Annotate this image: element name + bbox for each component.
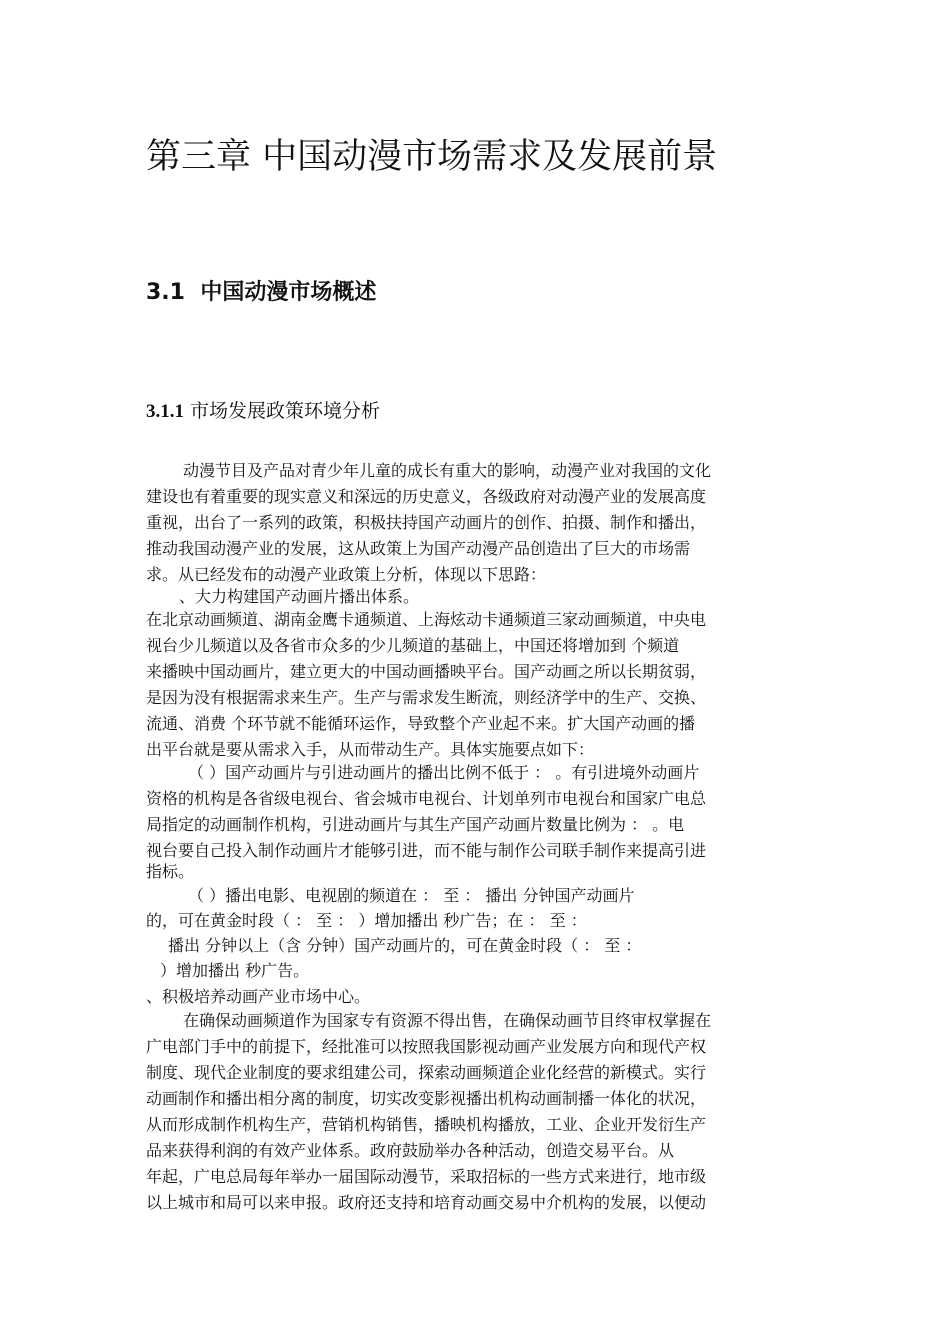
text-line: 动画制作和播出相分离的制度，切实改变影视播出机构动画制播一体化的状况，: [146, 1089, 707, 1108]
text-line: 是因为没有根据需求来生产。生产与需求发生断流，则经济学中的生产、交换、: [146, 688, 707, 707]
text-line: 动漫节目及产品对青少年儿童的成长有重大的影响，动漫产业对我国的文化: [183, 461, 712, 480]
text-line: 流通、消费 个环节就不能循环运作，导致整个产业起不来。扩大国产动画的播: [146, 714, 696, 733]
text-line: 推动我国动漫产业的发展，这从政策上为国产动漫产品创造出了巨大的市场需: [146, 539, 691, 558]
text-line: 的，可在黄金时段（ ： 至 ： ）增加播出 秒广告；在 ： 至 ：: [146, 911, 587, 930]
text-line: 在确保动画频道作为国家专有资源不得出售，在确保动画节目终审权掌握在: [183, 1011, 712, 1030]
text-line: 来播映中国动画片，建立更大的中国动画播映平台。国产动画之所以长期贫弱，: [146, 662, 707, 681]
text-line: 品来获得利润的有效产业体系。政府鼓励举办各种活动，创造交易平台。从: [146, 1141, 675, 1160]
subsection-title: 市场发展政策环境分析: [190, 400, 381, 422]
text-line: 局指定的动画制作机构，引进动画片与其生产国产动画片数量比例为 ： 。电: [146, 815, 685, 834]
text-line: 建设也有着重要的现实意义和深远的历史意义，各级政府对动漫产业的发展高度: [146, 487, 707, 506]
section-heading: [146, 277, 376, 309]
text-line: 从而形成制作机构生产，营销机构销售，播映机构播放，工业、企业开发衍生产: [146, 1115, 707, 1134]
text-line: 指标。: [146, 862, 195, 881]
chapter-title: 第三章 中国动漫市场需求及发展前景: [146, 137, 718, 177]
text-line: 年起，广电总局每年举办一届国际动漫节，采取招标的一些方式来进行，地市级: [146, 1167, 707, 1186]
text-line: 播出 分钟以上（含 分钟）国产动画片的，可在黄金时段（ ： 至 ：: [168, 936, 642, 955]
text-line: 视台要自己投入制作动画片才能够引进，而不能与制作公司联手制作来提高引进: [146, 841, 707, 860]
text-line: 资格的机构是各省级电视台、省会城市电视台、计划单列市电视台和国家广电总: [146, 789, 707, 808]
text-line: ）增加播出 秒广告。: [160, 961, 310, 980]
text-line: 以上城市和局可以来申报。政府还支持和培育动画交易中介机构的发展，以便动: [146, 1193, 707, 1212]
text-line: 在北京动画频道、湖南金鹰卡通频道、上海炫动卡通频道三家动画频道，中央电: [146, 610, 707, 629]
section-number: 3.1: [146, 280, 185, 305]
text-line: 重视，出台了一系列的政策，积极扶持国产动画片的创作、拍摄、制作和播出，: [146, 513, 707, 532]
section-title: 中国动漫市场概述: [200, 280, 377, 305]
text-line: （ ）播出电影、电视剧的频道在 ： 至 ： 播出 分钟国产动画片: [188, 886, 635, 905]
list-heading-line: 、积极培养动画产业市场中心。: [146, 987, 371, 1006]
text-line: 视台少儿频道以及各省市众多的少儿频道的基础上，中国还将增加到 个频道: [146, 636, 680, 655]
text-line: 出平台就是要从需求入手，从而带动生产。具体实施要点如下：: [146, 740, 595, 759]
text-line: 制度、现代企业制度的要求组建公司，探索动画频道企业化经营的新模式。实行: [146, 1063, 707, 1082]
subsection-number: 3.1.1: [146, 401, 184, 422]
text-line: 广电部门手中的前提下，经批准可以按照我国影视动画产业发展方向和现代产权: [146, 1037, 707, 1056]
subsection-heading: [146, 396, 380, 427]
list-heading-line: 、大力构建国产动画片播出体系。: [179, 587, 420, 606]
text-line: （ ）国产动画片与引进动画片的播出比例不低于 ： 。有引进境外动画片: [188, 763, 700, 782]
text-line: 求。从已经发布的动漫产业政策上分析，体现以下思路：: [146, 565, 547, 584]
